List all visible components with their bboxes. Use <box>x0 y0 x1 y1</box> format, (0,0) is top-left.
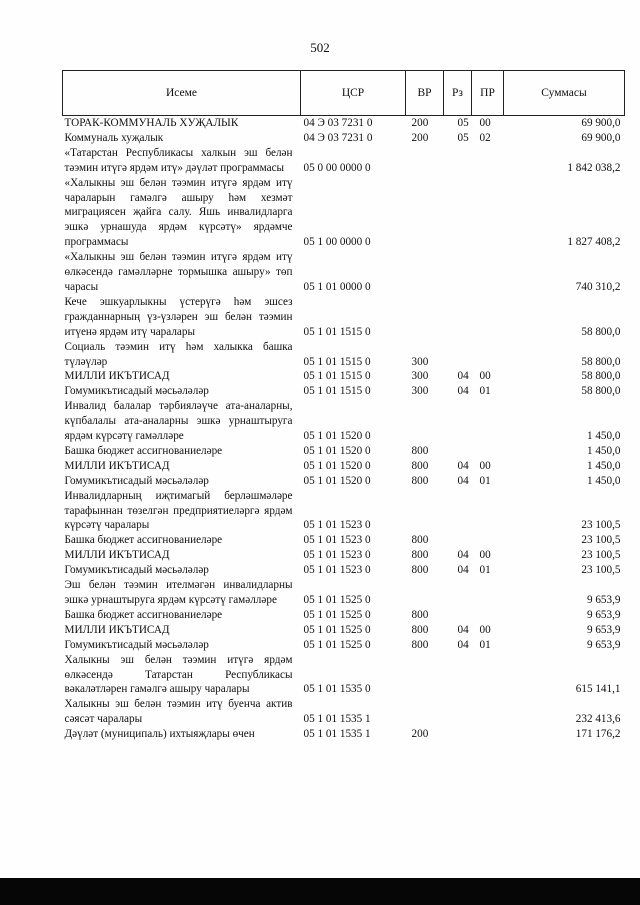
table-row <box>63 369 625 384</box>
cell-name: МИЛЛИ ИКЪТИСАД <box>64 370 170 383</box>
cell-sum: 740 310,2 <box>575 280 621 293</box>
cell-vr: 300 <box>411 355 429 368</box>
cell-pr <box>472 340 504 370</box>
cell-csr: 05 1 00 0000 0 <box>303 236 371 249</box>
cell-sum: 232 413,6 <box>575 713 621 726</box>
cell-rz: 04 <box>457 459 469 472</box>
cell-csr: 04 Э 03 7231 0 <box>303 131 373 144</box>
cell-csr: 05 1 01 1515 0 <box>303 325 371 338</box>
header-csr: ЦСР <box>301 71 406 116</box>
cell-name: Эш белән тәэмин ителмәгән инвалидларны эшкә урнаштыруга ярдәм күрсәтү гамәлләре <box>64 579 293 606</box>
cell-sum: 69 900,0 <box>504 116 625 131</box>
cell-name: «Халыкны эш белән тәэмин итүгә ярдәм итү чараларын гамәлгә ашыру һәм хезмәт миграциясен җайга салу. Яшь инвалидларга эшкә урнашуда ярдәм күрсәтү» ярдәмче программасы <box>64 176 293 249</box>
cell-sum: 171 176,2 <box>575 728 621 741</box>
table-row <box>63 116 625 131</box>
cell-csr: 05 1 01 1525 0 <box>303 623 371 636</box>
cell-vr: 800 <box>411 549 429 562</box>
cell-sum: 23 100,5 <box>581 534 621 547</box>
cell-pr: 01 <box>479 385 491 398</box>
cell-name: «Татарстан Республикасы халкын эш белән тәэмин итүгә ярдәм итү» дәүләт программасы <box>64 146 293 174</box>
cell-pr <box>472 608 504 623</box>
table-row <box>63 653 625 698</box>
cell-sum: 1 450,0 <box>586 459 621 472</box>
cell-sum: 23 100,5 <box>581 549 621 562</box>
cell-sum: 1 827 408,2 <box>567 236 621 249</box>
cell-name: Инвалид балалар тәрбияләүче ата-аналарны, күпбалалы ата-аналарны эшкә урнаштыруга ярдәм күрсәтү гамәлләре <box>64 400 293 443</box>
cell-csr: 05 1 01 1520 0 <box>303 474 371 487</box>
cell-pr: 01 <box>479 474 491 487</box>
table-row <box>63 727 625 742</box>
cell-csr: 05 1 01 1520 0 <box>303 459 371 472</box>
cell-sum: 615 141,1 <box>575 683 621 696</box>
header-name: Исеме <box>63 71 301 116</box>
cell-name: Башка бюджет ассигнованиеләре <box>64 608 223 621</box>
table-row <box>63 459 625 474</box>
cell-sum: 1 450,0 <box>586 444 621 457</box>
cell-pr <box>472 533 504 548</box>
cell-vr: 300 <box>411 370 429 383</box>
cell-pr <box>472 727 504 742</box>
cell-rz: 05 <box>444 116 472 131</box>
cell-name: Башка бюджет ассигнованиеләре <box>64 534 223 547</box>
cell-sum: 58 800,0 <box>581 355 621 368</box>
table-body <box>63 116 625 743</box>
cell-name: Гомумикътисадый мәсьәләләр <box>64 385 209 398</box>
cell-pr <box>472 399 504 444</box>
cell-pr: 00 <box>479 549 491 562</box>
scan-edge-bar <box>0 878 640 905</box>
cell-rz <box>444 146 472 176</box>
table-row <box>63 563 625 578</box>
cell-sum: 58 800,0 <box>581 385 621 398</box>
cell-csr: 05 1 01 1515 0 <box>303 385 371 398</box>
cell-sum: 1 450,0 <box>586 430 621 443</box>
cell-vr <box>406 250 444 295</box>
cell-name: «Халыкны эш белән тәэмин итүгә ярдәм итү өлкәсендә гамәлләрне тормышка ашыру» төп чарасы <box>64 251 293 293</box>
cell-sum: 58 800,0 <box>581 370 621 383</box>
table-row <box>63 399 625 444</box>
cell-name: Инвалидларның иҗтимагый берләшмәләре тарафыннан төзелгән предприятиеләргә ярдәм күрсәтү чаралары <box>64 489 293 532</box>
table-row <box>63 340 625 370</box>
table-row <box>63 697 625 727</box>
cell-rz <box>444 399 472 444</box>
cell-pr <box>472 250 504 295</box>
cell-name: Социаль тәэмин итү һәм халыкка башка түләүләр <box>64 340 293 368</box>
cell-name: МИЛЛИ ИКЪТИСАД <box>64 459 170 472</box>
cell-rz <box>444 340 472 370</box>
page-number: 502 <box>310 40 330 55</box>
cell-name: Коммуналь хуҗалык <box>64 131 164 144</box>
table-row <box>63 146 625 176</box>
table-header-row <box>63 71 625 116</box>
cell-csr: 05 1 01 1535 1 <box>303 728 371 741</box>
cell-rz <box>444 727 472 742</box>
cell-rz: 04 <box>457 370 469 383</box>
cell-rz: 04 <box>457 474 469 487</box>
cell-vr <box>406 697 444 727</box>
cell-sum: 69 900,0 <box>581 131 621 144</box>
header-pr: ПР <box>472 71 504 116</box>
cell-vr: 800 <box>411 459 429 472</box>
cell-rz <box>444 608 472 623</box>
cell-rz <box>444 295 472 340</box>
cell-vr <box>406 578 444 608</box>
cell-rz: 05 <box>457 131 469 144</box>
cell-name: Халыкны эш белән тәэмин итүгә ярдәм өлкәсендә Татарстан Республикасы вәкаләтләрен гамәлгә ашыру чаралары <box>64 653 293 696</box>
cell-csr: 05 1 01 1535 0 <box>303 683 371 696</box>
table-row <box>63 474 625 489</box>
table-row <box>63 489 625 534</box>
cell-vr: 200 <box>411 728 429 741</box>
cell-vr: 300 <box>411 385 429 398</box>
cell-pr <box>472 697 504 727</box>
cell-pr: 00 <box>479 370 491 383</box>
cell-pr: 00 <box>479 459 491 472</box>
cell-csr: 05 1 01 1515 0 <box>303 370 371 383</box>
cell-sum: 9 653,9 <box>586 608 621 621</box>
cell-vr <box>406 489 444 534</box>
cell-vr: 800 <box>411 608 429 621</box>
cell-rz <box>444 653 472 698</box>
cell-pr <box>472 444 504 459</box>
cell-name: МИЛЛИ ИКЪТИСАД <box>64 623 170 636</box>
table-row <box>63 131 625 146</box>
table-row <box>63 384 625 399</box>
cell-name: Дәүләт (муниципаль) ихтыяҗлары өчен <box>64 728 255 741</box>
cell-rz <box>444 176 472 251</box>
cell-csr: 05 1 01 1523 0 <box>303 549 371 562</box>
table-row <box>63 250 625 295</box>
cell-vr: 800 <box>411 534 429 547</box>
cell-vr <box>406 176 444 251</box>
cell-vr <box>406 295 444 340</box>
cell-sum: 23 100,5 <box>581 564 621 577</box>
cell-vr <box>406 653 444 698</box>
cell-rz <box>444 444 472 459</box>
cell-rz <box>444 533 472 548</box>
cell-vr: 800 <box>411 638 429 651</box>
cell-name: Халыкны эш белән тәэмин итү буенча актив сәясәт чаралары <box>64 698 293 726</box>
cell-vr: 800 <box>411 474 429 487</box>
header-vr: ВР <box>406 71 444 116</box>
cell-csr: 05 1 01 1523 0 <box>303 534 371 547</box>
table-row <box>63 608 625 623</box>
cell-sum: 58 800,0 <box>581 325 621 338</box>
cell-rz: 04 <box>457 623 469 636</box>
cell-rz: 04 <box>457 638 469 651</box>
header-sum: Суммасы <box>504 71 625 116</box>
cell-rz: 04 <box>457 564 469 577</box>
cell-sum: 9 653,9 <box>586 623 621 636</box>
cell-name: Башка бюджет ассигнованиеләре <box>64 444 223 457</box>
cell-csr: 05 1 01 1525 0 <box>303 638 371 651</box>
cell-rz: 04 <box>457 549 469 562</box>
table-row <box>63 295 625 340</box>
cell-sum: 9 653,9 <box>586 638 621 651</box>
cell-sum: 1 450,0 <box>586 474 621 487</box>
table-row <box>63 533 625 548</box>
cell-csr: 05 1 01 1523 0 <box>303 564 371 577</box>
cell-csr: 05 1 01 1525 0 <box>303 594 371 606</box>
cell-name: Гомумикътисадый мәсьәләләр <box>64 564 209 577</box>
cell-sum: 9 653,9 <box>586 594 621 606</box>
cell-pr <box>472 653 504 698</box>
cell-pr: 01 <box>479 638 491 651</box>
table-row <box>63 176 625 251</box>
cell-name: Кече эшкуарлыкны үстерүгә һәм эшсез гражданнарның үз-үзләрен эш белән тәэмин итүенә ярдәм итү чаралары <box>64 295 293 338</box>
budget-table <box>62 70 625 742</box>
cell-name: Гомумикътисадый мәсьәләләр <box>64 638 209 651</box>
cell-csr: 05 1 01 1525 0 <box>303 608 371 621</box>
table-row <box>63 444 625 459</box>
cell-vr: 800 <box>411 444 429 457</box>
cell-vr: 800 <box>411 564 429 577</box>
cell-vr <box>406 399 444 444</box>
cell-pr <box>472 489 504 534</box>
cell-rz <box>444 697 472 727</box>
cell-pr <box>472 578 504 608</box>
cell-name: ТОРАК-КОММУНАЛЬ ХУҖАЛЫК <box>63 116 301 131</box>
cell-pr: 00 <box>472 116 504 131</box>
table-row <box>63 638 625 653</box>
table-row <box>63 548 625 563</box>
cell-vr: 200 <box>411 131 429 144</box>
table-row <box>63 623 625 638</box>
header-rz: Рз <box>444 71 472 116</box>
cell-pr <box>472 146 504 176</box>
cell-pr: 02 <box>479 131 491 144</box>
cell-vr <box>406 146 444 176</box>
cell-rz <box>444 250 472 295</box>
cell-rz <box>444 489 472 534</box>
cell-csr: 04 Э 03 7231 0 <box>301 116 406 131</box>
cell-pr <box>472 295 504 340</box>
cell-name: Гомумикътисадый мәсьәләләр <box>64 474 209 487</box>
cell-csr: 05 0 00 0000 0 <box>303 161 371 174</box>
cell-csr: 05 1 01 1523 0 <box>303 519 371 532</box>
table-row <box>63 578 625 608</box>
cell-rz <box>444 578 472 608</box>
cell-csr: 05 1 01 1520 0 <box>303 444 371 457</box>
cell-vr: 800 <box>411 623 429 636</box>
cell-pr <box>472 176 504 251</box>
cell-sum: 1 842 038,2 <box>567 161 621 174</box>
cell-name: МИЛЛИ ИКЪТИСАД <box>64 549 170 562</box>
cell-pr: 00 <box>479 623 491 636</box>
cell-csr: 05 1 01 0000 0 <box>303 280 371 293</box>
cell-vr: 200 <box>406 116 444 131</box>
cell-csr: 05 1 01 1520 0 <box>303 430 371 443</box>
cell-csr: 05 1 01 1515 0 <box>303 355 371 368</box>
cell-pr: 01 <box>479 564 491 577</box>
cell-sum: 23 100,5 <box>581 519 621 532</box>
cell-rz: 04 <box>457 385 469 398</box>
cell-csr: 05 1 01 1535 1 <box>303 713 371 726</box>
